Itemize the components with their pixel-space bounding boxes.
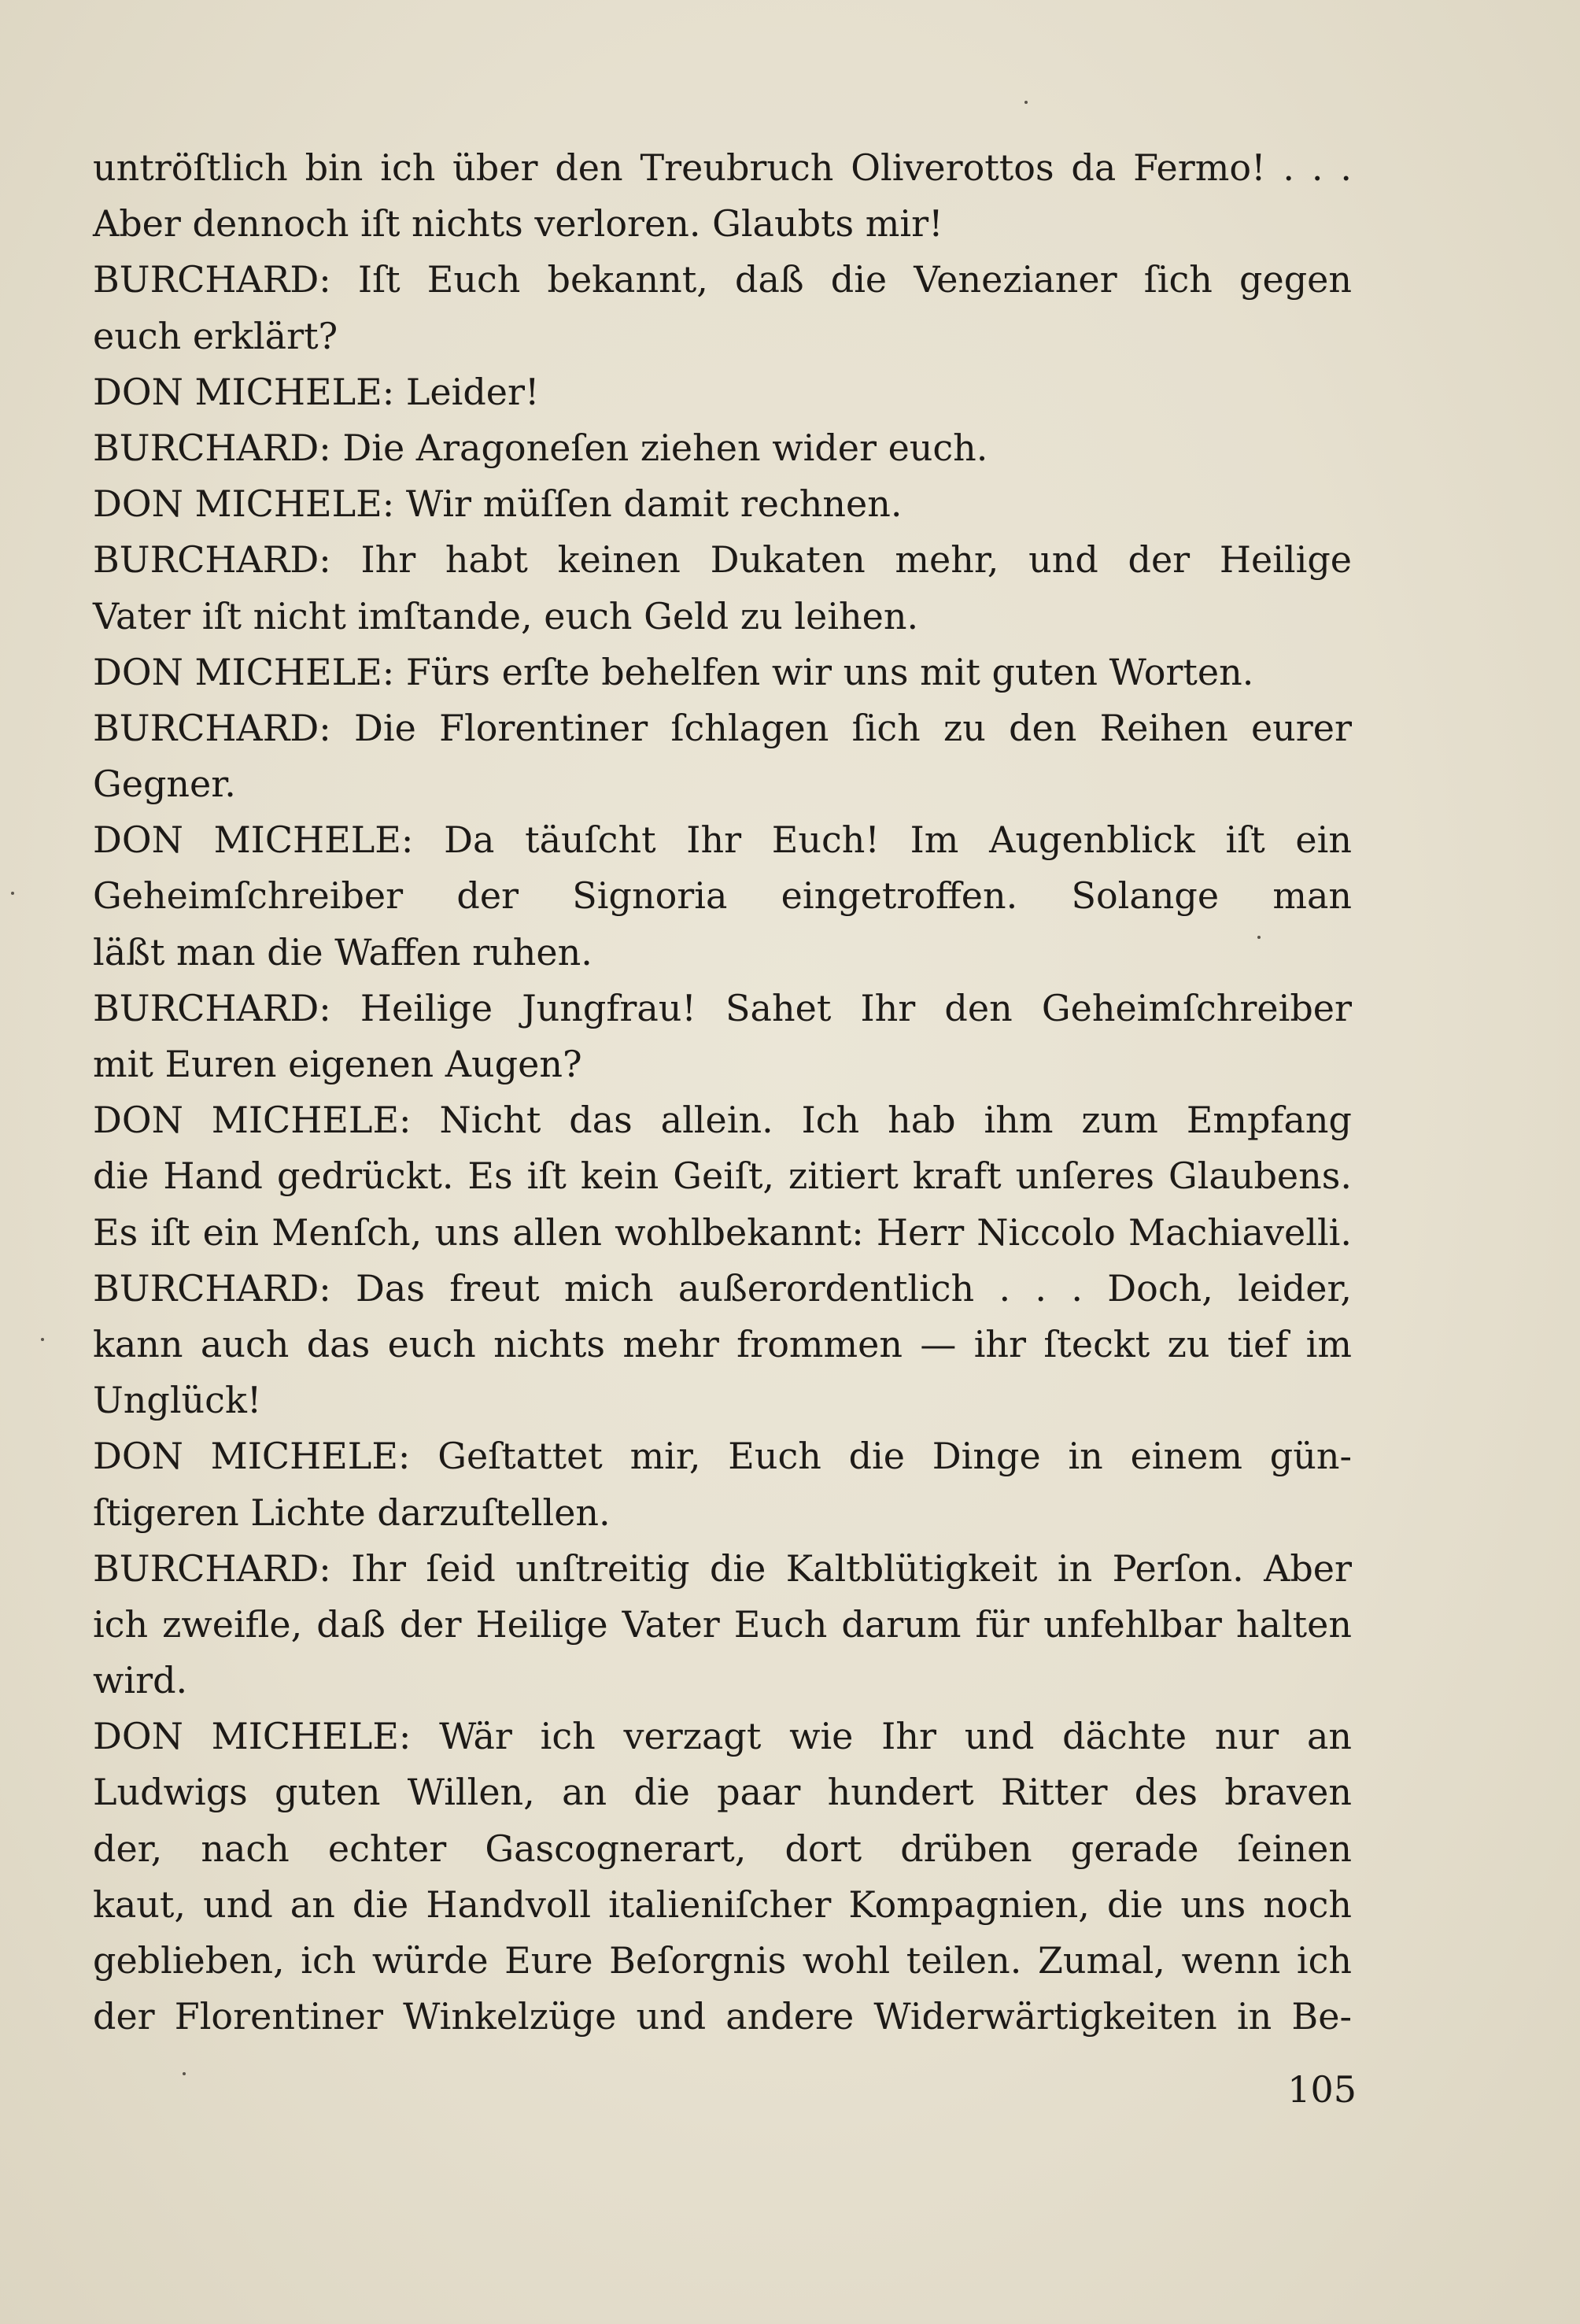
text-line: ich zweifle, daß der Heilige Vater Euch darum für unfehlbar halten xyxy=(93,1602,1352,1646)
text-line: Es iſt ein Menſch, uns allen wohlbekannt: Herr Niccolo Machiavelli. xyxy=(93,1210,1352,1254)
text-line: der, nach echter Gascognerart, dort drüben gerade ſeinen xyxy=(93,1827,1352,1870)
text-line: Unglück! xyxy=(93,1379,262,1422)
text-line: BURCHARD: Die Aragoneſen ziehen wider euch. xyxy=(93,426,988,469)
text-line: BURCHARD: Ihr habt keinen Dukaten mehr, und der Heilige xyxy=(93,538,1352,582)
text-line: DON MICHELE: Wär ich verzagt wie Ihr und dächte nur an xyxy=(93,1715,1352,1758)
paper-speck xyxy=(1257,936,1261,939)
text-line: DON MICHELE: Nicht das allein. Ich hab ihm zum Empfang xyxy=(93,1099,1352,1142)
text-line: untröſtlich bin ich über den Treubruch Oliverottos da Fermo! . . . xyxy=(93,146,1352,189)
text-line: kann auch das euch nichts mehr frommen — ihr ſteckt zu tief im xyxy=(93,1322,1352,1365)
text-line: die Hand gedrückt. Es iſt kein Geiſt, zitiert kraft unſeres Glaubens. xyxy=(93,1155,1352,1198)
text-line: geblieben, ich würde Eure Beſorgnis wohl teilen. Zumal, wenn ich xyxy=(93,1939,1352,1982)
text-line: BURCHARD: Ihr ſeid unſtreitig die Kaltblütigkeit in Perſon. Aber xyxy=(93,1546,1352,1590)
text-line: BURCHARD: Die Florentiner ſchlagen ſich zu den Reihen eurer xyxy=(93,706,1352,749)
text-line: mit Euren eigenen Augen? xyxy=(93,1043,582,1085)
text-line: DON MICHELE: Geſtattet mir, Euch die Dinge in einem gün- xyxy=(93,1435,1352,1478)
text-line: Vater iſt nicht imſtande, euch Geld zu leihen. xyxy=(93,594,919,637)
text-line: DON MICHELE: Da täuſcht Ihr Euch! Im Augenblick iſt ein xyxy=(93,818,1352,862)
paper-speck xyxy=(41,1338,44,1341)
text-line: BURCHARD: Heilige Jungfrau! Sahet Ihr den Geheimſchreiber xyxy=(93,986,1352,1029)
text-line: ſtigeren Lichte darzuſtellen. xyxy=(93,1491,611,1534)
text-line: BURCHARD: Das freut mich außerordentlich . . . Doch, leider, xyxy=(93,1266,1352,1310)
text-line: euch erklärt? xyxy=(93,314,338,357)
text-line: der Florentiner Winkelzüge und andere Widerwärtigkeiten in Be- xyxy=(93,1995,1352,2038)
text-line: DON MICHELE: Leider! xyxy=(93,370,540,413)
text-line: läßt man die Waffen ruhen. xyxy=(93,930,592,974)
paper-speck xyxy=(11,892,14,895)
text-line: wird. xyxy=(93,1659,188,1702)
text-line: DON MICHELE: Wir müſſen damit rechnen. xyxy=(93,482,903,526)
page-number: 105 xyxy=(1287,2068,1357,2111)
paper-speck xyxy=(1024,101,1028,104)
text-line: Geheimſchreiber der Signoria eingetroffen. Solange man xyxy=(93,874,1352,918)
text-line: Ludwigs guten Willen, an die paar hundert Ritter des braven xyxy=(93,1771,1352,1814)
text-line: BURCHARD: Iſt Euch bekannt, daß die Venezianer ſich gegen xyxy=(93,258,1352,301)
text-line: Gegner. xyxy=(93,763,236,806)
paper-speck xyxy=(183,2072,186,2075)
text-line: Aber dennoch iſt nichts verloren. Glaubts mir! xyxy=(93,202,943,246)
body-text xyxy=(93,140,1352,2045)
text-line: DON MICHELE: Fürs erſte behelfen wir uns mit guten Worten. xyxy=(93,650,1254,693)
text-line: kaut, und an die Handvoll italieniſcher Kompagnien, die uns noch xyxy=(93,1882,1352,1926)
